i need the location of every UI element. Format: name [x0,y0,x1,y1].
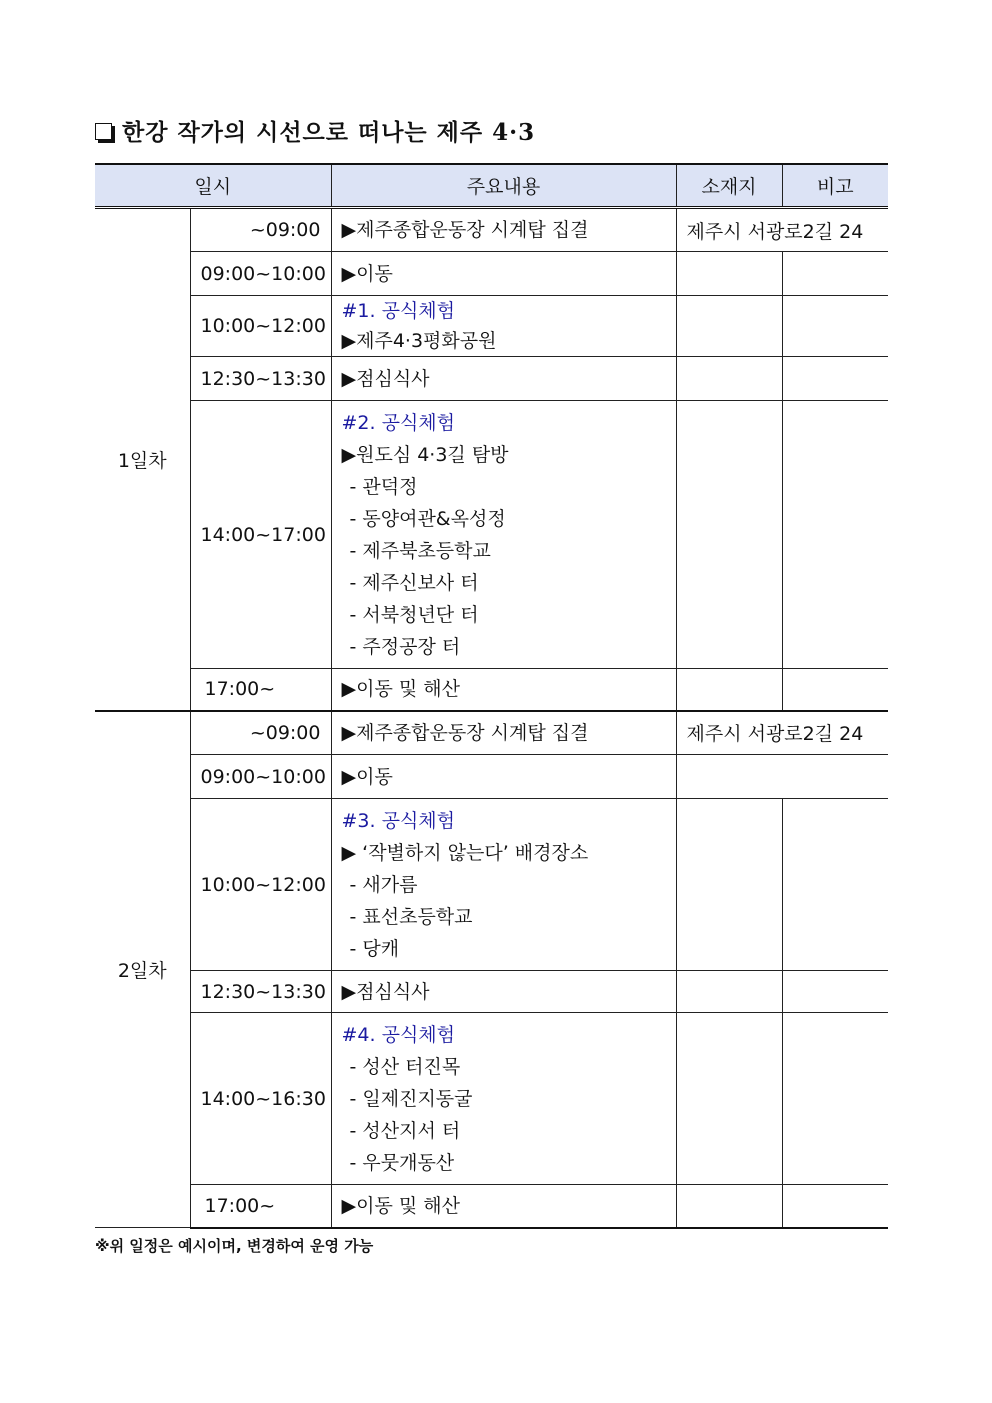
schedule-table [95,163,888,1229]
list-item: - 동양여관&옥성정 [349,507,506,530]
table-row [95,1185,888,1228]
list-item: - 제주북초등학교 [349,539,491,562]
table-row [95,971,888,1013]
location-cell [676,296,782,357]
content-cell [331,296,676,357]
note-cell [782,357,888,401]
list-item: - 관덕정 [349,475,418,498]
content-cell [331,1013,676,1185]
table-row [95,357,888,401]
content-cell: ▶점심식사 [331,357,676,401]
time-cell: 09:00~10:00 [190,755,331,799]
content-cell: ▶제주종합운동장 시계탑 집결 [331,711,676,755]
list-item: - 성산지서 터 [349,1119,461,1142]
list-item: - 새가름 [349,873,418,896]
location-cell [676,669,782,711]
header-note: 비고 [782,164,888,208]
location-cell [676,799,782,971]
list-item: - 우뭇개동산 [349,1151,455,1174]
time-cell: ~09:00 [190,208,331,252]
day2-label: 2일차 [95,711,190,1228]
table-row [95,401,888,669]
time-cell: 10:00~12:00 [190,799,331,971]
note-cell [782,669,888,711]
list-item: - 표선초등학교 [349,905,473,928]
activity-heading: #2. 공식체험 [341,411,456,434]
time-cell: 09:00~10:00 [190,252,331,296]
table-row [95,208,888,252]
content-cell: ▶이동 및 해산 [331,1185,676,1228]
location-cell [676,252,782,296]
content-cell: ▶점심식사 [331,971,676,1013]
activity-line: ▶원도심 4·3길 탐방 [341,443,509,466]
location-cell [676,357,782,401]
list-item: - 성산 터진목 [349,1055,461,1078]
content-cell [331,401,676,669]
time-cell: 12:30~13:30 [190,971,331,1013]
header-content: 주요내용 [331,164,676,208]
content-cell [331,799,676,971]
note-cell [782,1185,888,1228]
header-datetime: 일시 [95,164,331,208]
list-item: - 서북청년단 터 [349,603,479,626]
table-row [95,669,888,711]
content-cell: ▶이동 [331,252,676,296]
list-item: - 주정공장 터 [349,635,461,658]
footnote: ※위 일정은 예시이며, 변경하여 운영 가능 [95,1237,374,1255]
note-cell [782,401,888,669]
table-row [95,252,888,296]
table-row [95,296,888,357]
time-cell: 17:00~ [190,1185,331,1228]
location-cell [676,1013,782,1185]
note-cell [782,1013,888,1185]
table-row [95,1013,888,1185]
table-row [95,799,888,971]
note-cell [782,971,888,1013]
content-cell: ▶이동 [331,755,676,799]
note-cell [782,252,888,296]
activity-heading: #1. 공식체험 [341,300,456,322]
time-cell: 12:30~13:30 [190,357,331,401]
list-item: - 일제진지동굴 [349,1087,473,1110]
location-cell [676,401,782,669]
activity-line: ▶ ‘작별하지 않는다’ 배경장소 [341,841,589,864]
time-cell: 17:00~ [190,669,331,711]
table-row [95,755,888,799]
checkbox-icon [95,123,112,140]
note-cell [782,799,888,971]
page-title [95,114,535,147]
content-cell: ▶제주종합운동장 시계탑 집결 [331,208,676,252]
location-cell [676,1185,782,1228]
location-cell: 제주시 서광로2길 24 [676,711,888,755]
table-row [95,711,888,755]
location-cell [676,971,782,1013]
content-cell: ▶이동 및 해산 [331,669,676,711]
header-location: 소재지 [676,164,782,208]
note-cell [782,296,888,357]
activity-heading: #3. 공식체험 [341,809,456,832]
time-cell: 14:00~16:30 [190,1013,331,1185]
time-cell: 14:00~17:00 [190,401,331,669]
location-cell: 제주시 서광로2길 24 [676,208,888,252]
table-header-row [95,164,888,208]
day1-label: 1일차 [95,208,190,711]
time-cell: 10:00~12:00 [190,296,331,357]
time-cell: ~09:00 [190,711,331,755]
list-item: - 제주신보사 터 [349,571,479,594]
location-cell [676,755,888,799]
page-title-text: 한강 작가의 시선으로 떠나는 제주 4·3 [122,119,536,146]
activity-heading: #4. 공식체험 [341,1023,456,1046]
activity-line: ▶제주4·3평화공원 [341,330,497,352]
list-item: - 당캐 [349,937,400,960]
